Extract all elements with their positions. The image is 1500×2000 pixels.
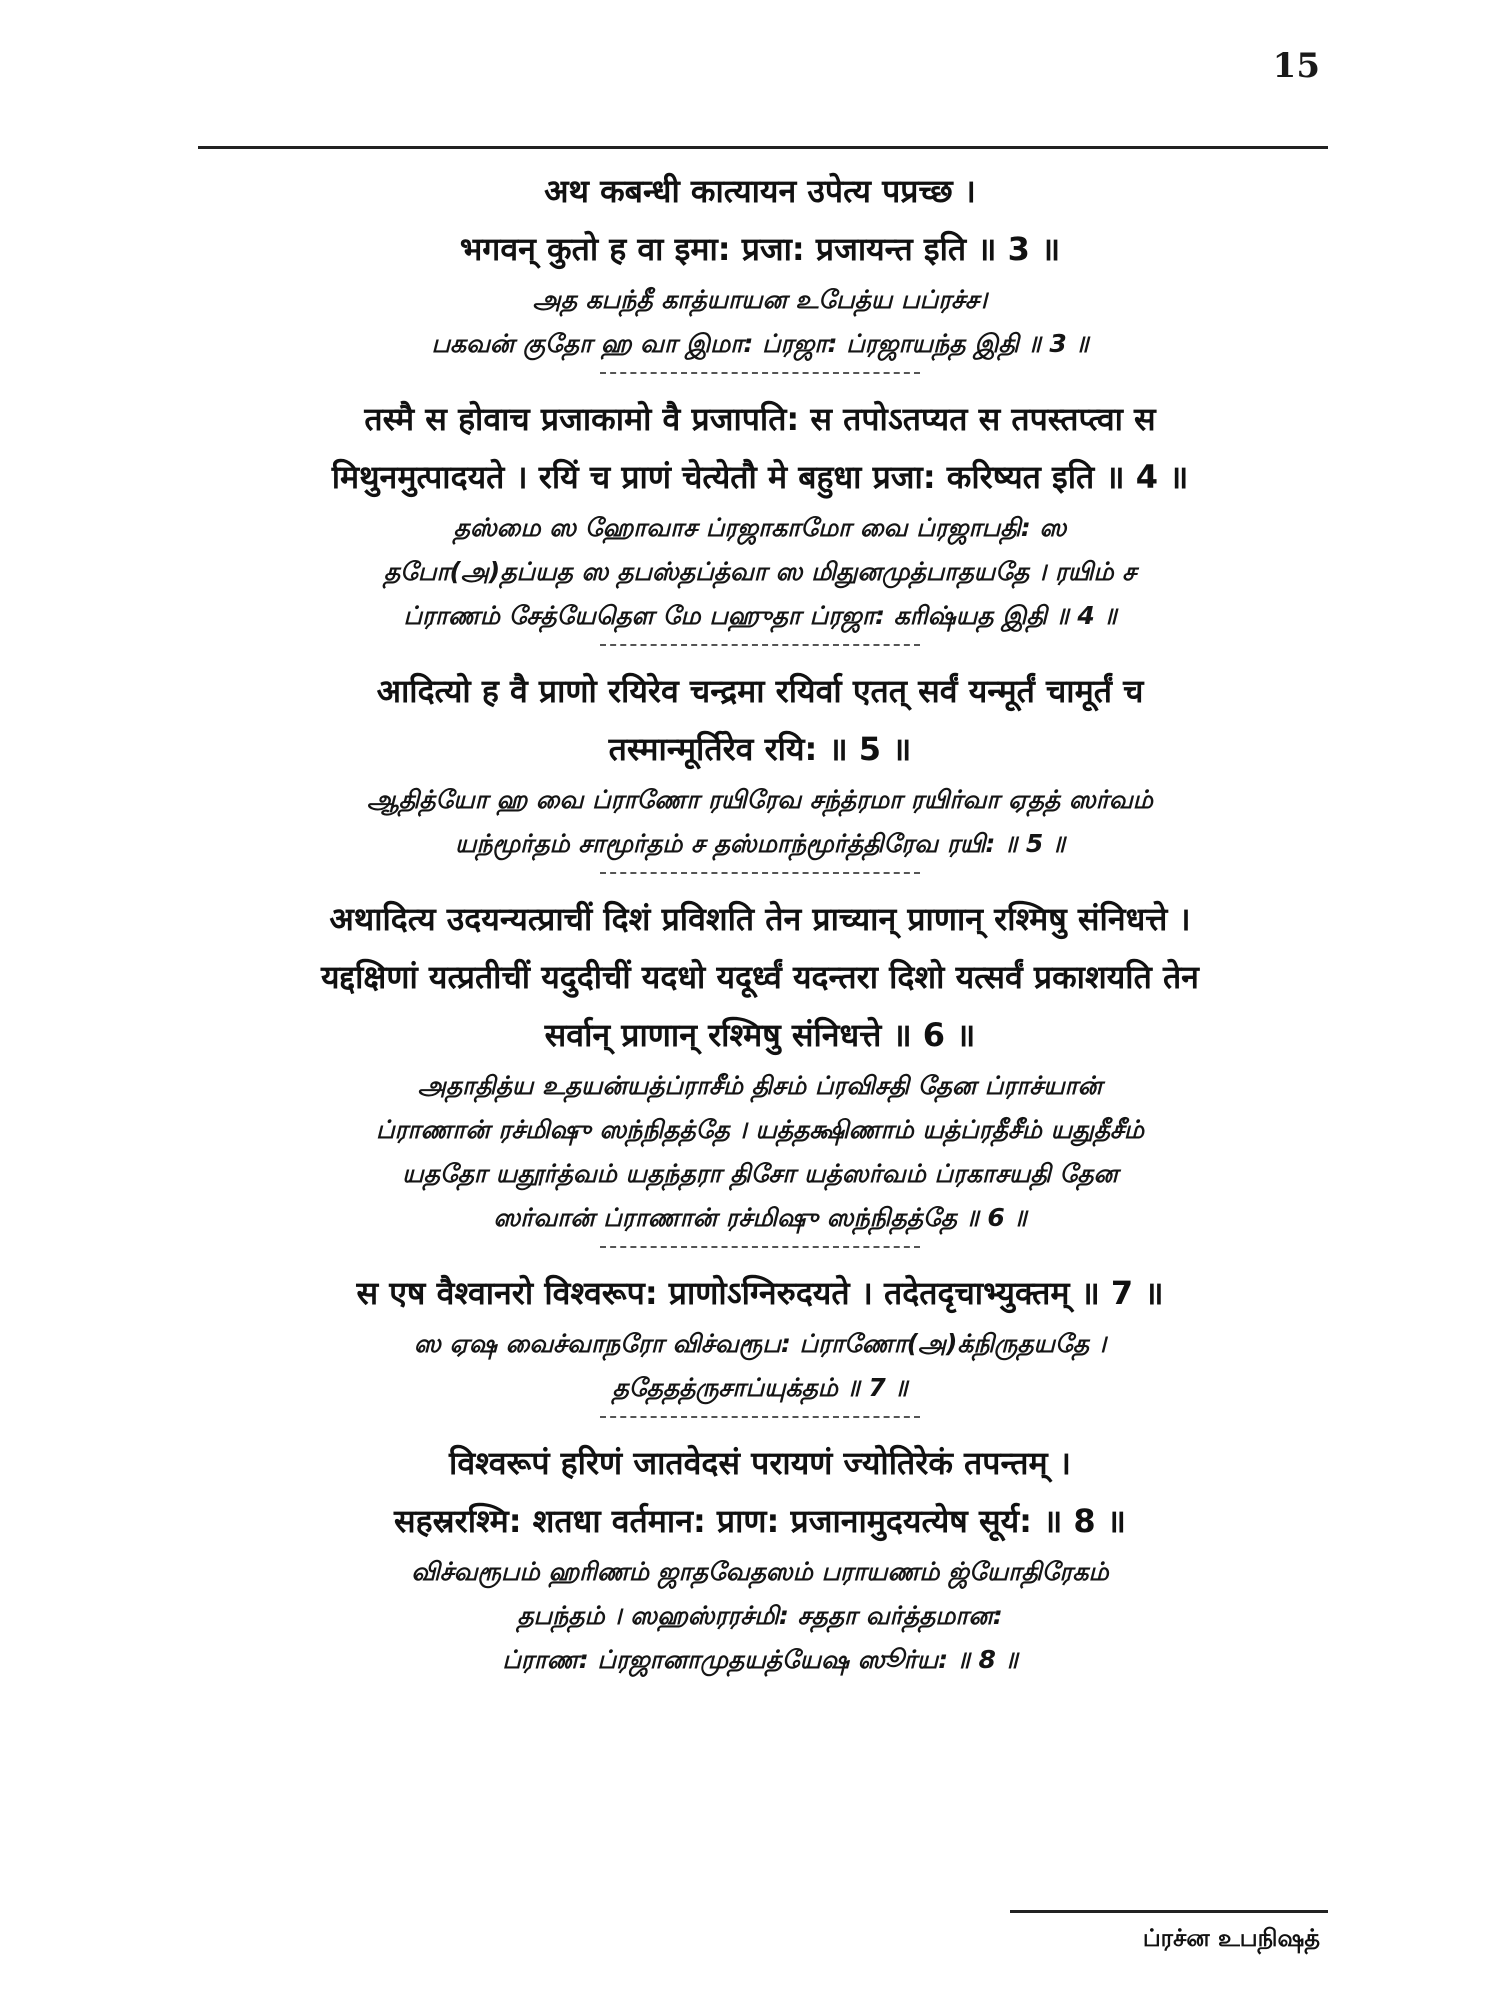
verse-separator <box>600 872 920 874</box>
tamil-line: ப்ராணான் ரச்மிஷு ஸந்நிதத்தே । யத்தக்ஷிணாம் யத்ப்ரதீசீம் யதுதீசீம் <box>376 1115 1144 1144</box>
sanskrit-line: तस्मान्मूर्तिरेव रयि: ॥ 5 ॥ <box>608 730 912 768</box>
tamil-line: தபந்தம் । ஸஹஸ்ரரச்மி: சததா வர்த்தமான: <box>517 1601 1003 1630</box>
sanskrit-line: आदित्यो ह वै प्राणो रयिरेव चन्द्रमा रयिर्वा एतत् सर्वं यन्मूर्तं चामूर्तं च <box>376 672 1144 710</box>
tamil-line: யந்மூர்தம் சாமூர்தம் ச தஸ்மாந்மூர்த்திரேவ ரயி: ॥ 5 ॥ <box>455 829 1065 858</box>
footer-book-title: ப்ரச்ன உபநிஷத் <box>1142 1924 1320 1952</box>
verse-separator <box>600 644 920 646</box>
sanskrit-line: सहस्ररश्मि: शतधा वर्तमान: प्राण: प्रजानामुदयत्येष सूर्य: ॥ 8 ॥ <box>394 1502 1126 1540</box>
tamil-line: விச்வரூபம் ஹரிணம் ஜாதவேதஸம் பராயணம் ஜ்யோதிரேகம் <box>411 1557 1109 1586</box>
verse-list <box>200 162 1320 1682</box>
sanskrit-line: विश्वरूपं हरिणं जातवेदसं परायणं ज्योतिरेकं तपन्तम् । <box>449 1444 1071 1482</box>
sanskrit-line: मिथुनमुत्पादयते । रयिं च प्राणं चेत्येतौ मे बहुधा प्रजा: करिष्यत इति ॥ 4 ॥ <box>331 458 1189 496</box>
page-number: 15 <box>1272 46 1320 86</box>
verse-7 <box>200 1264 1320 1418</box>
tamil-line: தபோ(அ)தப்யத ஸ தபஸ்தப்த்வா ஸ மிதுனமுத்பாதயதே । ரயிம் ச <box>383 557 1137 586</box>
sanskrit-line: भगवन् कुतो ह वा इमा: प्रजा: प्रजायन्त इति ॥ 3 ॥ <box>459 230 1061 268</box>
tamil-line: ப்ராண: ப்ரஜானாமுதயத்யேஷ ஸூர்ய: ॥ 8 ॥ <box>502 1645 1018 1674</box>
sanskrit-line: तस्मै स होवाच प्रजाकामो वै प्रजापति: स तपोऽतप्यत स तपस्तप्त्वा स <box>364 400 1156 438</box>
header-rule <box>198 146 1328 149</box>
tamil-line: அதாதித்ய உதயன்யத்ப்ராசீம் திசம் ப்ரவிசதி தேன ப்ராச்யான் <box>418 1071 1102 1100</box>
tamil-line: அத கபந்தீ காத்யாயன உபேத்ய பப்ரச்ச। <box>532 285 988 314</box>
sanskrit-line: यद्दक्षिणां यत्प्रतीचीं यदुदीचीं यदधो यदूर्ध्वं यदन्तरा दिशो यत्सर्वं प्रकाशयति तेन <box>321 958 1199 996</box>
tamil-line: ஆதித்யோ ஹ வை ப்ராணோ ரயிரேவ சந்த்ரமா ரயிர்வா ஏதத் ஸர்வம் <box>367 785 1153 814</box>
tamil-line: பகவன் குதோ ஹ வா இமா: ப்ரஜா: ப்ரஜாயந்த இதி ॥ 3 ॥ <box>431 329 1089 358</box>
tamil-line: ப்ராணம் சேத்யேதௌ மே பஹுதா ப்ரஜா: கரிஷ்யத இதி ॥ 4 ॥ <box>403 601 1117 630</box>
tamil-line: தஸ்மை ஸ ஹோவாச ப்ரஜாகாமோ வை ப்ரஜாபதி: ஸ <box>453 513 1067 542</box>
footer-rule <box>1010 1910 1328 1913</box>
sanskrit-line: स एष वैश्वानरो विश्वरूप: प्राणोऽग्निरुदयते । तदेतदृचाभ्युक्तम् ॥ 7 ॥ <box>356 1274 1164 1312</box>
verse-separator <box>600 372 920 374</box>
sanskrit-line: सर्वान् प्राणान् रश्मिषु संनिधत्ते ॥ 6 ॥ <box>544 1016 976 1054</box>
verse-3 <box>200 162 1320 374</box>
tamil-line: ஸ ஏஷ வைச்வாநரோ விச்வரூப: ப்ராணோ(அ)க்நிருதயதே । <box>414 1329 1106 1358</box>
sanskrit-line: अथ कबन्धी कात्यायन उपेत्य पप्रच्छ । <box>544 172 976 210</box>
verse-8 <box>200 1434 1320 1682</box>
verse-4 <box>200 390 1320 646</box>
tamil-line: ததேதத்ருசாப்யுக்தம் ॥ 7 ॥ <box>612 1373 908 1402</box>
verse-6 <box>200 890 1320 1248</box>
verse-5 <box>200 662 1320 874</box>
verse-separator <box>600 1246 920 1248</box>
tamil-line: யததோ யதூர்த்வம் யதந்தரா திசோ யத்ஸர்வம் ப்ரகாசயதி தேன <box>402 1159 1118 1188</box>
sanskrit-line: अथादित्य उदयन्यत्प्राचीं दिशं प्रविशति तेन प्राच्यान् प्राणान् रश्मिषु संनिधत्ते । <box>329 900 1191 938</box>
verse-separator <box>600 1416 920 1418</box>
tamil-line: ஸர்வான் ப்ராணான் ரச்மிஷு ஸந்நிதத்தே ॥ 6 ॥ <box>493 1203 1027 1232</box>
